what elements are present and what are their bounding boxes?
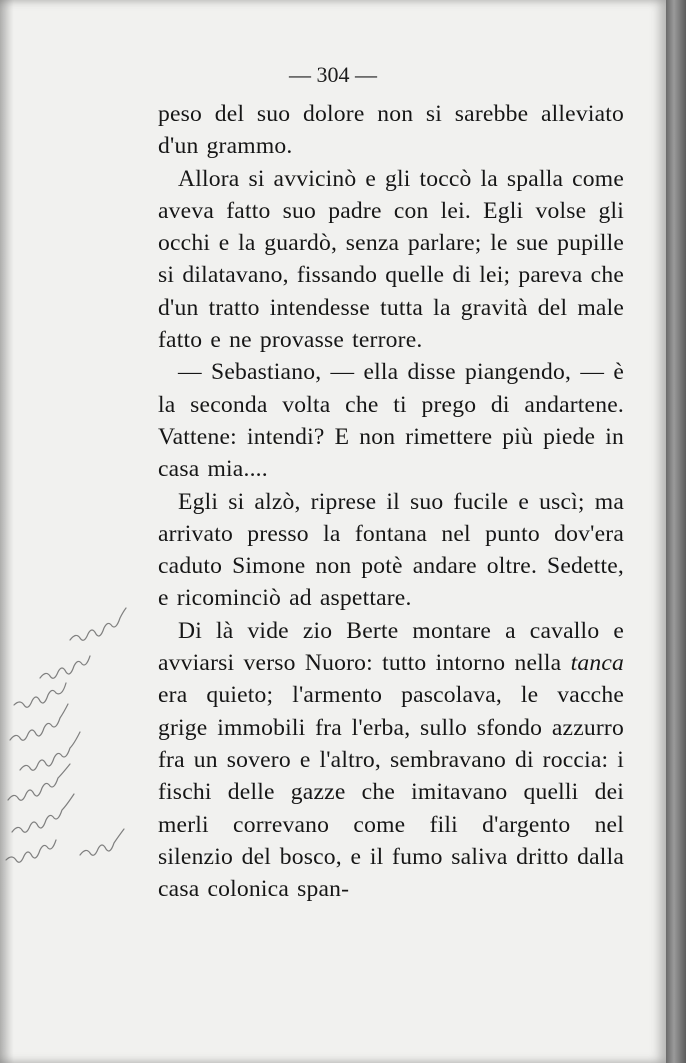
paragraph-2: Allora si avvicinò e gli toccò la spalla come aveva fatto suo padre con lei. Egli volse gli occhi e la guardò, senza parlare; le sue pupille si dilatavano, fissando quelle di lei; pareva che d'un tratto intendesse tutta la gravità del male fatto e ne provasse terrore.	[158, 165, 624, 354]
paragraph-3: — Sebastiano, — ella disse piangendo, — è la seconda volta che ti prego di andartene. Vattene: intendi? E non rimettere più piede in casa mia....	[158, 359, 624, 483]
paragraph-5-end: era quieto; l'armento pascolava, le vacche grige immobili fra l'erba, sullo sfondo azzurro fra un sovero e l'altro, sembravano di roccia: i fischi delle gazze che imitavano quelli dei merli correvano come fili d'argento nel silenzio del bosco, e il fumo saliva dritto dalla casa colonica span-	[158, 682, 624, 903]
paragraph-5-start: Di là vide zio Berte montare a cavallo e avviarsi verso Nuoro: tutto intorno nella	[158, 617, 624, 677]
paragraph-5	[158, 615, 624, 906]
paragraph-4: Egli si alzò, riprese il suo fucile e uscì; ma arrivato presso la fontana nel punto dov'era caduto Simone non potè andare oltre. Sedette, e ricominciò ad aspettare.	[158, 488, 624, 612]
page-number: — 304 —	[289, 62, 377, 87]
body-text	[158, 98, 624, 905]
gutter-shadow	[0, 0, 14, 1063]
handwritten-margin-note	[0, 560, 160, 900]
italic-word: tanca	[570, 650, 624, 677]
paragraph-1: peso del suo dolore non si sarebbe alleviato d'un grammo.	[158, 101, 624, 160]
handwriting-scribble-icon	[0, 560, 160, 900]
page-edge	[666, 0, 686, 1063]
